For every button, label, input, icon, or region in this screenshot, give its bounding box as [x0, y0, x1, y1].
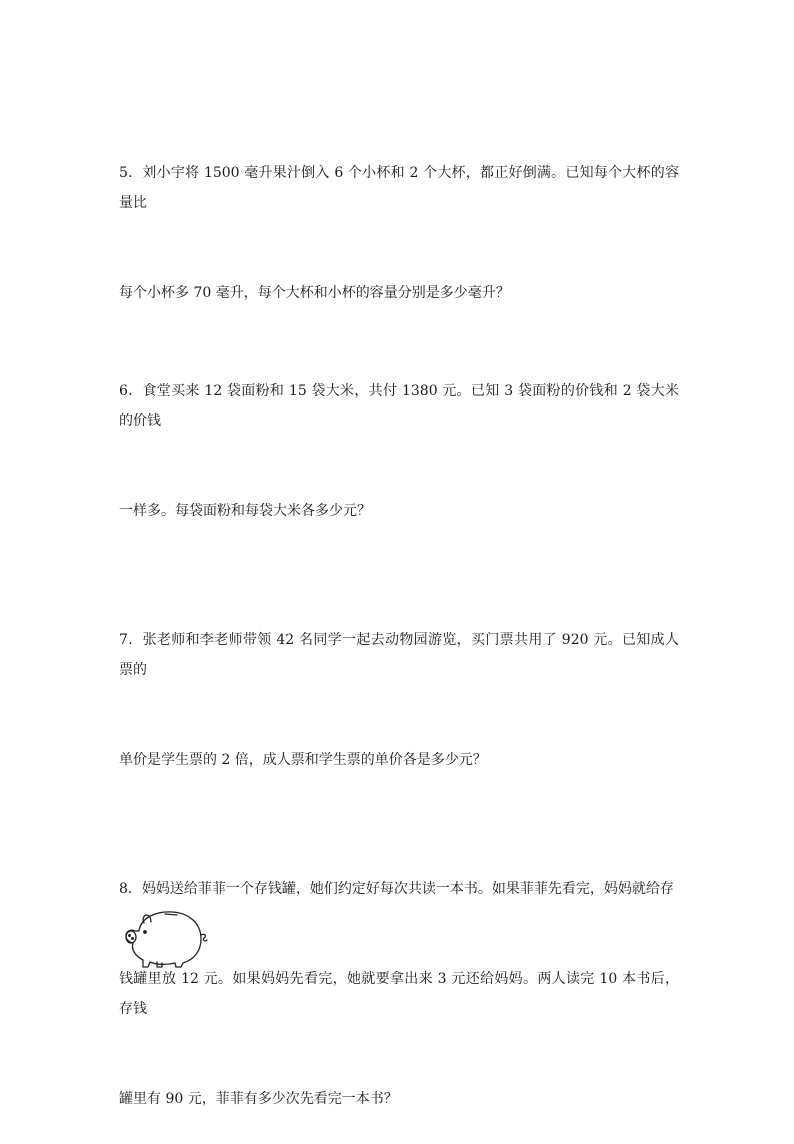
question-6	[119, 316, 679, 556]
question-8-line-1: 8．妈妈送给菲菲一个存钱罐，她们约定好每次共读一本书。如果菲菲先看完，妈妈就给存	[119, 881, 674, 897]
question-5-line-1: 5．刘小宇将 1500 毫升果汁倒入 6 个小杯和 2 个大杯，都正好倒满。已知每个大杯的容量比	[119, 165, 679, 211]
question-7-line-2: 单价是学生票的 2 倍，成人票和学生票的单价各是多少元？	[119, 752, 487, 768]
piggy-bank-icon	[117, 905, 209, 971]
question-5	[119, 98, 679, 338]
question-5-line-2: 每个小杯多 70 毫升，每个大杯和小杯的容量分别是多少毫升？	[119, 285, 510, 301]
question-7	[119, 565, 679, 805]
question-6-line-2: 一样多。每袋面粉和每袋大米各多少元？	[119, 503, 371, 519]
question-6-line-1: 6．食堂买来 12 袋面粉和 15 袋大米，共付 1380 元。已知 3 袋面粉的价钱和 2 袋大米的价钱	[119, 383, 679, 429]
question-7-line-1: 7．张老师和李老师带领 42 名同学一起去动物园游览，买门票共用了 920 元。已知成人票的	[119, 632, 679, 678]
question-8-line-3: 罐里有 90 元，菲菲有多少次先看完一本书？	[119, 1091, 398, 1107]
question-8-line-2: 钱罐里放 12 元。如果妈妈先看完，她就要拿出来 3 元还给妈妈。两人读完 10 本书后，存钱	[119, 971, 679, 1017]
question-8	[119, 814, 679, 1144]
